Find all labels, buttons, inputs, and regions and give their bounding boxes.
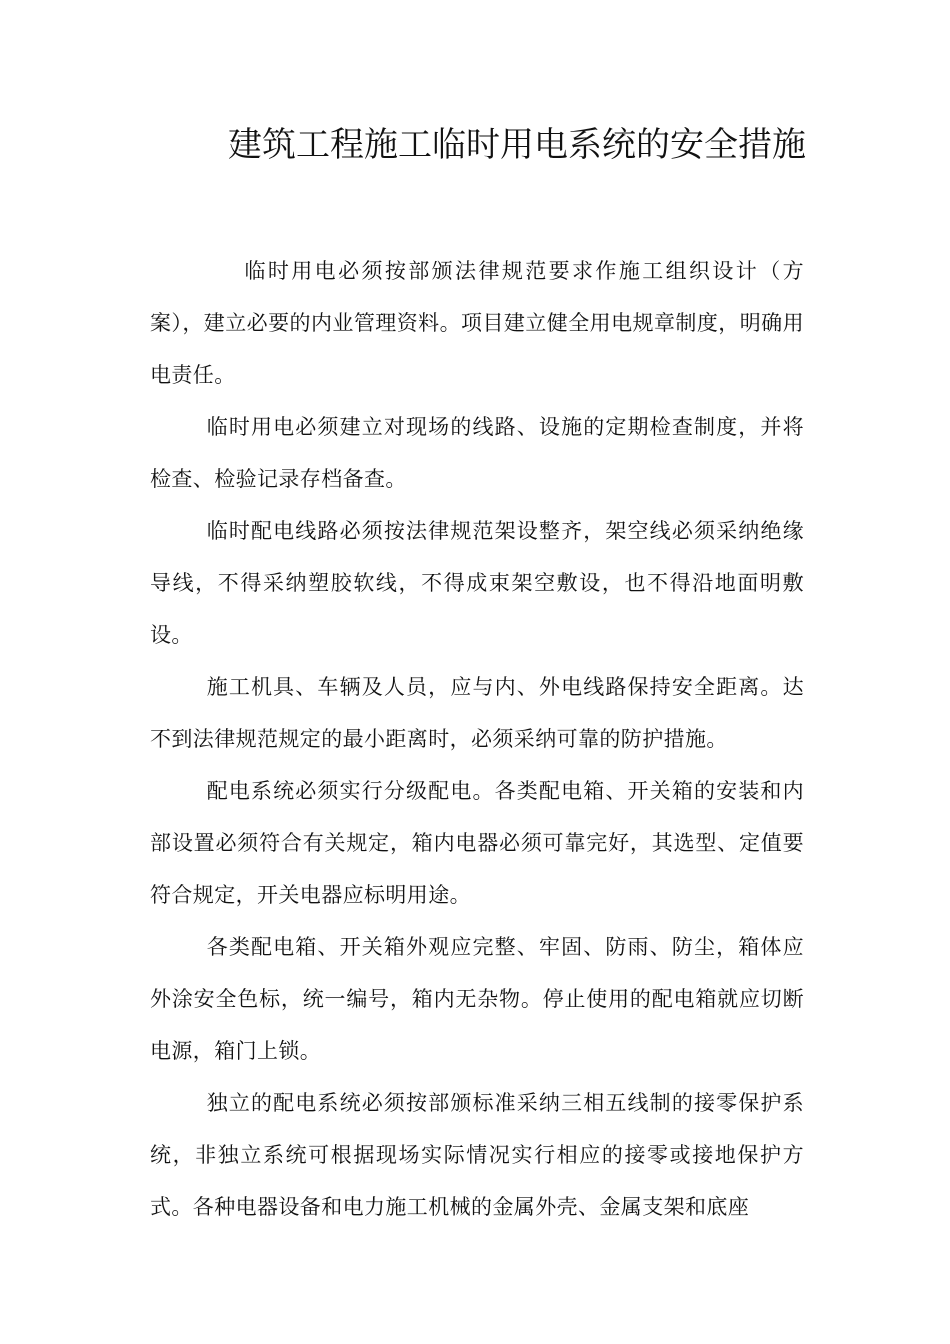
paragraph-5: 配电系统必须实行分级配电。各类配电箱、开关箱的安装和内部设置必须符合有关规定，箱内电器必须可靠完好，其选型、定值要符合规定，开关电器应标明用途。 — [150, 779, 804, 907]
paragraph-7: 独立的配电系统必须按部颁标准采纳三相五线制的接零保护系统，非独立系统可根据现场实际情况实行相应的接零或接地保护方式。各种电器设备和电力施工机械的金属外壳、金属支架和底座 — [150, 1091, 804, 1219]
paragraph-6: 各类配电箱、开关箱外观应完整、牢固、防雨、防尘，箱体应外涂安全色标，统一编号，箱内无杂物。停止使用的配电箱就应切断电源，箱门上锁。 — [150, 935, 804, 1063]
document-title: 建筑工程施工临时用电系统的安全措施 — [228, 125, 806, 165]
paragraph-4: 施工机具、车辆及人员，应与内、外电线路保持安全距离。达不到法律规范规定的最小距离时，必须采纳可靠的防护措施。 — [150, 675, 804, 751]
document-body — [150, 245, 804, 1233]
paragraph-3: 临时配电线路必须按法律规范架设整齐，架空线必须采纳绝缘导线，不得采纳塑胶软线，不得成束架空敷设，也不得沿地面明敷设。 — [150, 519, 804, 647]
paragraph-1: 临时用电必须按部颁法律规范要求作施工组织设计（方案），建立必要的内业管理资料。项目建立健全用电规章制度，明确用电责任。 — [150, 259, 804, 387]
paragraph-2: 临时用电必须建立对现场的线路、设施的定期检查制度，并将检查、检验记录存档备查。 — [150, 415, 804, 491]
